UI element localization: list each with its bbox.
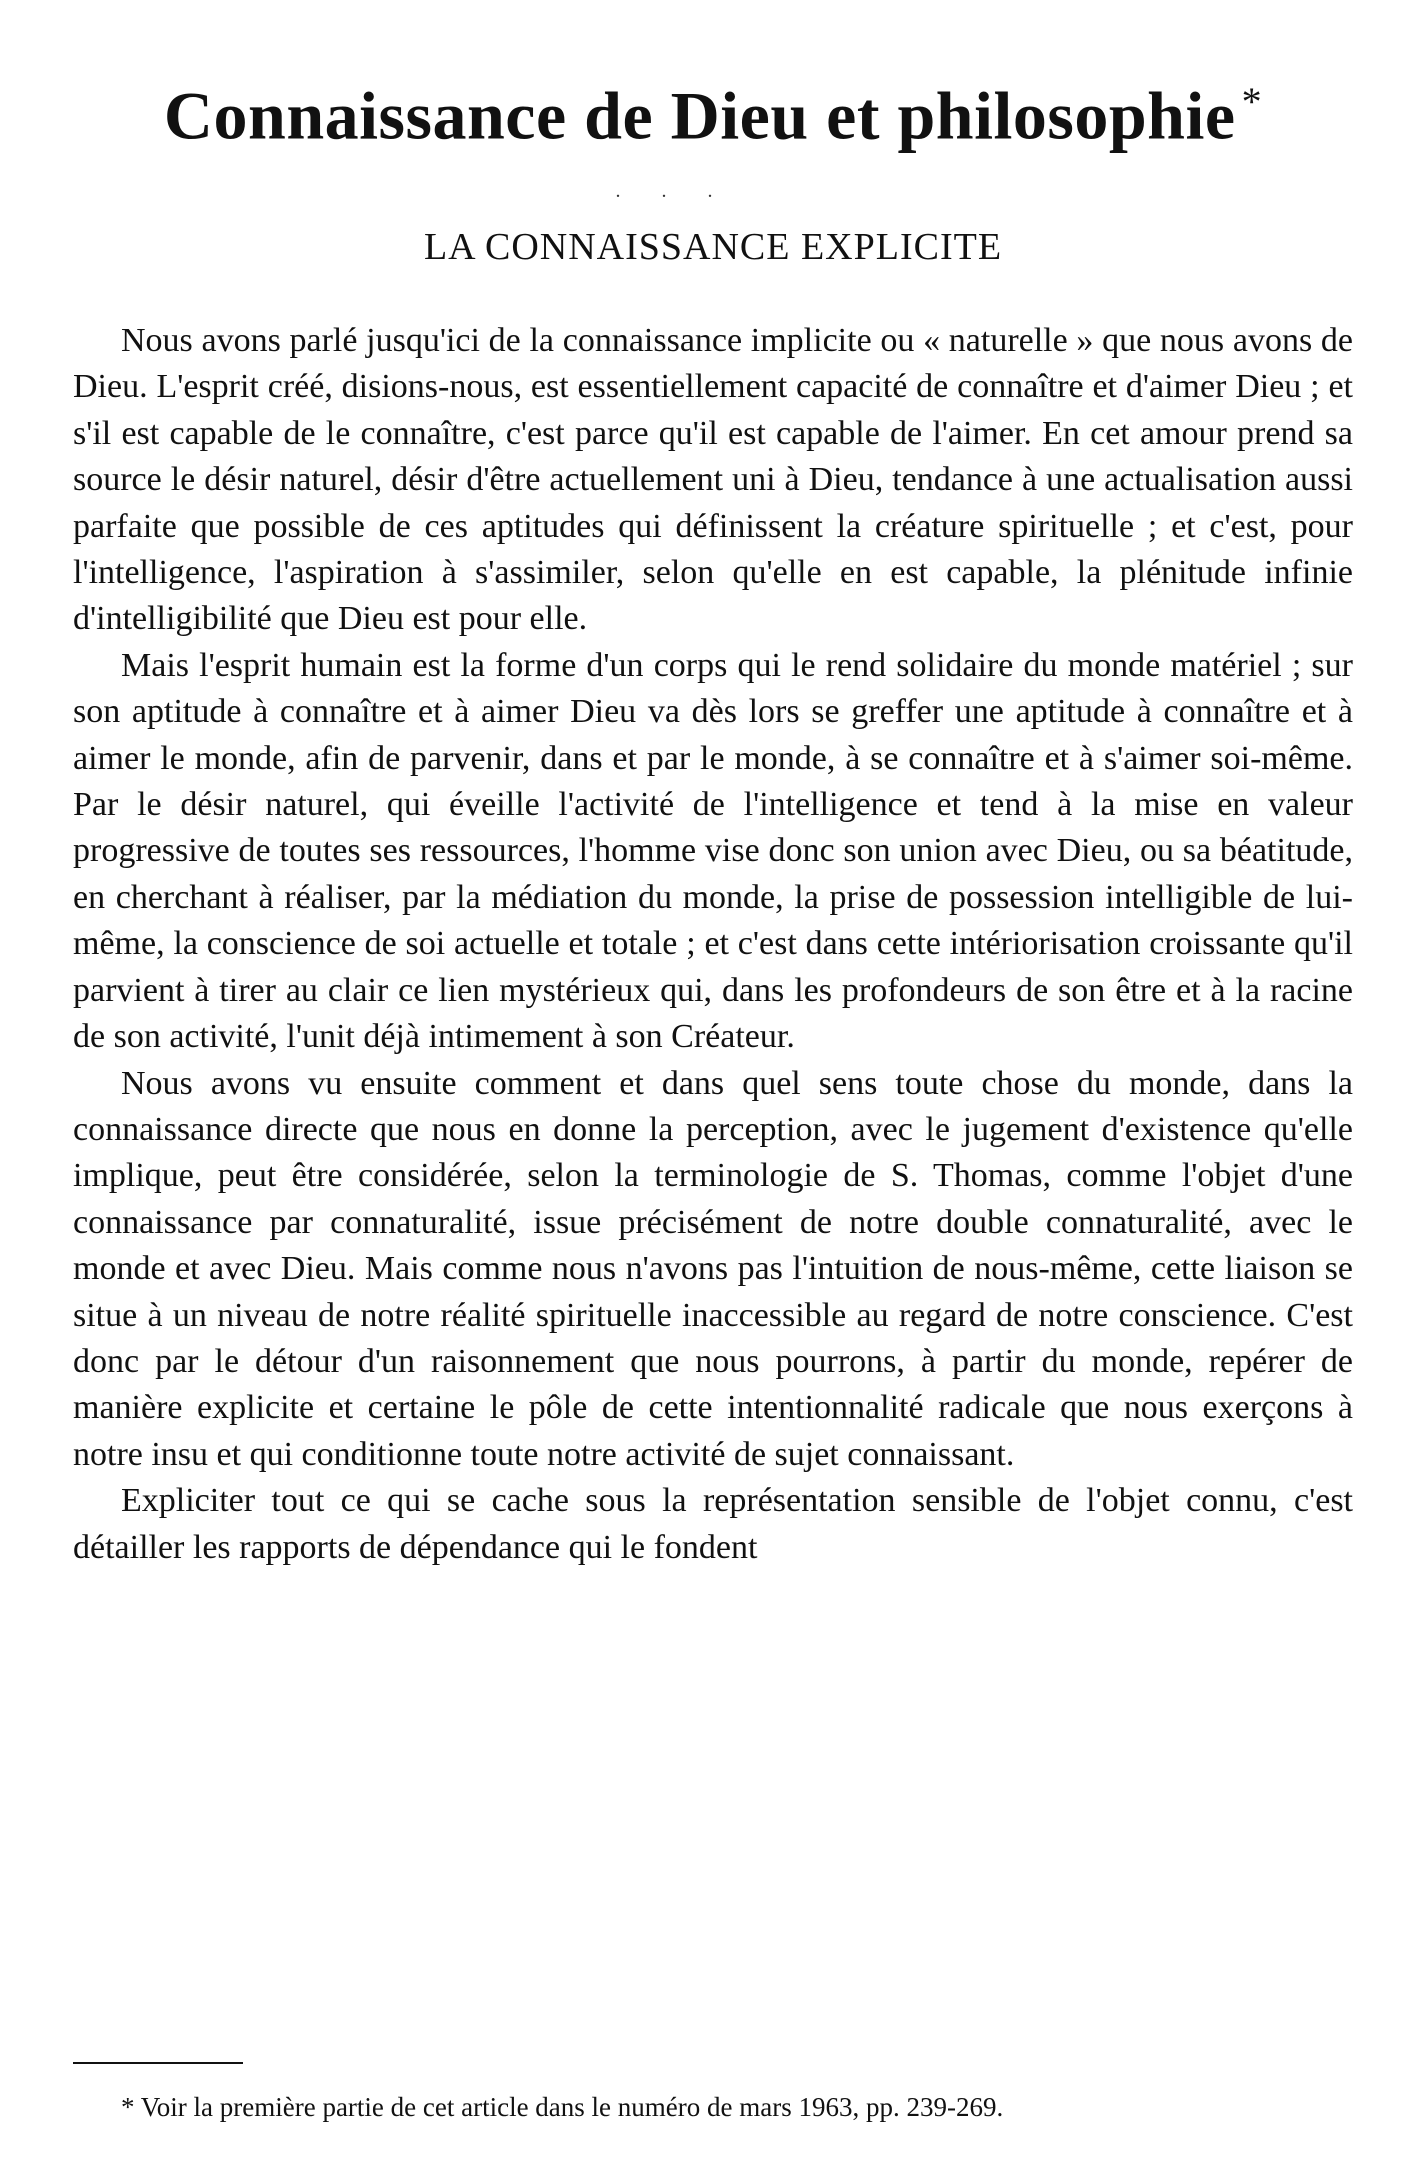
footnote-text: Voir la première partie de cet article dans le numéro de mars 1963, pp. 239-269. — [140, 2092, 1004, 2122]
footnote-rule — [73, 2062, 243, 2064]
footnote — [73, 2090, 1353, 2124]
paragraph-4: Expliciter tout ce qui se cache sous la représentation sensible de l'objet connu, c'est détailler les rapports de dépendance qui le fondent — [73, 1482, 1353, 1566]
body-text — [73, 318, 1353, 1571]
document-page — [73, 0, 1353, 2183]
section-heading: LA CONNAISSANCE EXPLICITE — [423, 226, 1003, 268]
title-separator: . . . — [615, 180, 731, 202]
article-title-text: Connaissance de Dieu et philosophie — [163, 77, 1236, 154]
article-title — [73, 62, 1353, 156]
title-footnote-marker: * — [1241, 79, 1263, 124]
paragraph-3: Nous avons vu ensuite comment et dans quel sens toute chose du monde, dans la connaissance directe que nous en donne la perception, avec le jugement d'existence qu'elle implique, peut être considérée, selon la terminologie de S. Thomas, comme l'objet d'une connaissance par connaturalité, issue précisément de notre double connaturalité, avec le monde et avec Dieu. Mais comme nous n'avons pas l'intuition de nous-même, cette liaison se situe à un niveau de notre réalité spirituelle inaccessible au regard de notre conscience. C'est donc par le détour d'un raisonnement que nous pourrons, à partir du monde, repérer de manière explicite et certaine le pôle de cette intentionnalité radicale que nous exerçons à notre insu et qui conditionne toute notre activité de sujet connaissant. — [73, 1064, 1353, 1473]
footnote-marker: * — [121, 2092, 135, 2122]
paragraph-1: Nous avons parlé jusqu'ici de la connaissance implicite ou « naturelle » que nous avons de Dieu. L'esprit créé, disions-nous, est essentiellement capacité de connaître et d'aimer Dieu ; et s'il est capable de le connaître, c'est parce qu'il est capable de l'aimer. En cet amour prend sa source le désir naturel, désir d'être actuellement uni à Dieu, tendance à une actualisation aussi parfaite que possible de ces aptitudes qui définissent la créature spirituelle ; et c'est, pour l'intelligence, l'aspiration à s'assimiler, selon qu'elle en est capable, la plénitude infinie d'intelligibilité que Dieu est pour elle. — [73, 322, 1353, 638]
paragraph-2: Mais l'esprit humain est la forme d'un corps qui le rend solidaire du monde matériel ; sur son aptitude à connaître et à aimer Dieu va dès lors se greffer une aptitude à connaître et à aimer le monde, afin de parvenir, dans et par le monde, à se connaître et à s'aimer soi-même. Par le désir naturel, qui éveille l'activité de l'intelligence et tend à la mise en valeur progressive de toutes ses ressources, l'homme vise donc son union avec Dieu, ou sa béatitude, en cherchant à réaliser, par la médiation du monde, la prise de possession intelligible de lui-même, la conscience de soi actuelle et totale ; et c'est dans cette intériorisation croissante qu'il parvient à tirer au clair ce lien mystérieux qui, dans les profondeurs de son être et à la racine de son activité, l'unit déjà intimement à son Créateur. — [73, 646, 1353, 1056]
